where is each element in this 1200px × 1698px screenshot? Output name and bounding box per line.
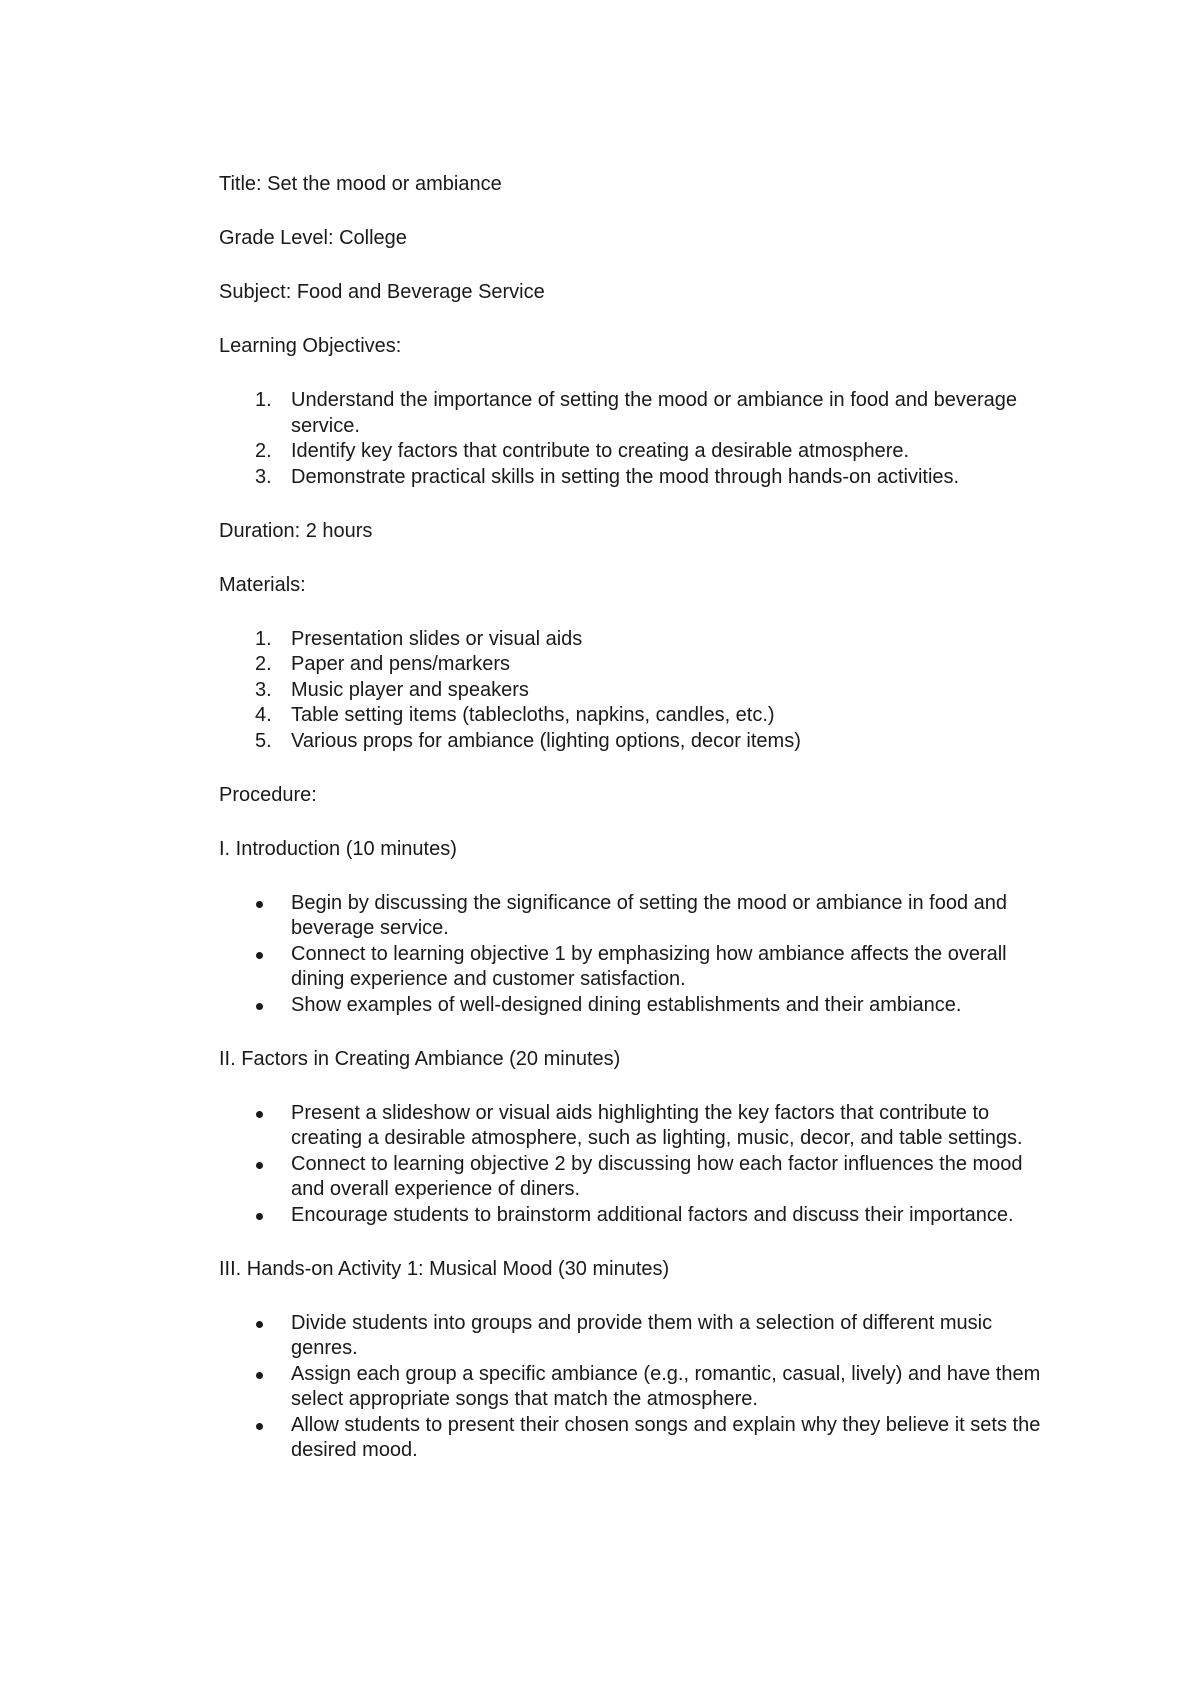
procedure-heading: Procedure: — [219, 783, 317, 806]
list-item: Divide students into groups and provide them with a selection of different music genres. — [219, 1311, 1059, 1362]
list-item: 3. Demonstrate practical skills in setting the mood through hands-on activities. — [255, 465, 960, 488]
bullet-icon — [256, 1423, 263, 1430]
bullet-icon — [256, 1162, 263, 1169]
materials-list — [219, 627, 1059, 755]
list-item: 2. Paper and pens/markers — [255, 653, 511, 675]
section-bullet-list — [219, 1101, 1059, 1229]
list-item: 3. Music player and speakers — [255, 678, 529, 701]
grade-level: Grade Level: College — [219, 227, 407, 249]
section-bullet-list — [219, 891, 1059, 1019]
bullet-icon — [256, 1003, 263, 1010]
bullet-icon — [256, 1111, 263, 1118]
list-item: Connect to learning objective 1 by emphasizing how ambiance affects the overall dining experience and customer satisfaction. — [219, 942, 1059, 993]
bullet-icon — [256, 1321, 263, 1328]
list-item: 2. Identify key factors that contribute to creating a desirable atmosphere. — [255, 440, 910, 462]
list-item: Assign each group a specific ambiance (e.g., romantic, casual, lively) and have them select appropriate songs that match the atmosphere. — [219, 1362, 1059, 1413]
list-item: Allow students to present their chosen songs and explain why they believe it sets the desired mood. — [219, 1413, 1059, 1464]
objectives-list — [219, 388, 1059, 490]
list-item: Begin by discussing the significance of setting the mood or ambiance in food and beverage service. — [219, 891, 1059, 942]
list-item: Encourage students to brainstorm additional factors and discuss their importance. — [219, 1203, 1059, 1229]
document-page — [219, 172, 1059, 1492]
list-item: 1. Understand the importance of setting the mood or ambiance in food and beverage service. — [255, 389, 1018, 437]
list-item: Show examples of well-designed dining establishments and their ambiance. — [219, 993, 1059, 1019]
section-heading: II. Factors in Creating Ambiance (20 minutes) — [219, 1047, 621, 1070]
list-item: Present a slideshow or visual aids highlighting the key factors that contribute to creating a desirable atmosphere, such as lighting, music, decor, and table settings. — [219, 1101, 1059, 1152]
objectives-heading: Learning Objectives: — [219, 335, 402, 357]
bullet-icon — [256, 901, 263, 908]
section-bullet-list — [219, 1311, 1059, 1464]
lesson-title: Title: Set the mood or ambiance — [219, 173, 502, 195]
list-item: Connect to learning objective 2 by discussing how each factor influences the mood and overall experience of diners. — [219, 1152, 1059, 1203]
duration: Duration: 2 hours — [219, 519, 373, 542]
bullet-icon — [256, 1213, 263, 1220]
section-heading: III. Hands-on Activity 1: Musical Mood (30 minutes) — [219, 1257, 670, 1280]
list-item: 1. Presentation slides or visual aids — [255, 627, 583, 650]
section-heading: I. Introduction (10 minutes) — [219, 837, 457, 860]
bullet-icon — [256, 952, 263, 959]
subject: Subject: Food and Beverage Service — [219, 281, 545, 303]
bullet-icon — [256, 1372, 263, 1379]
materials-heading: Materials: — [219, 573, 306, 596]
list-item: 4. Table setting items (tablecloths, napkins, candles, etc.) — [255, 704, 775, 726]
list-item: 5. Various props for ambiance (lighting options, decor items) — [255, 729, 801, 752]
